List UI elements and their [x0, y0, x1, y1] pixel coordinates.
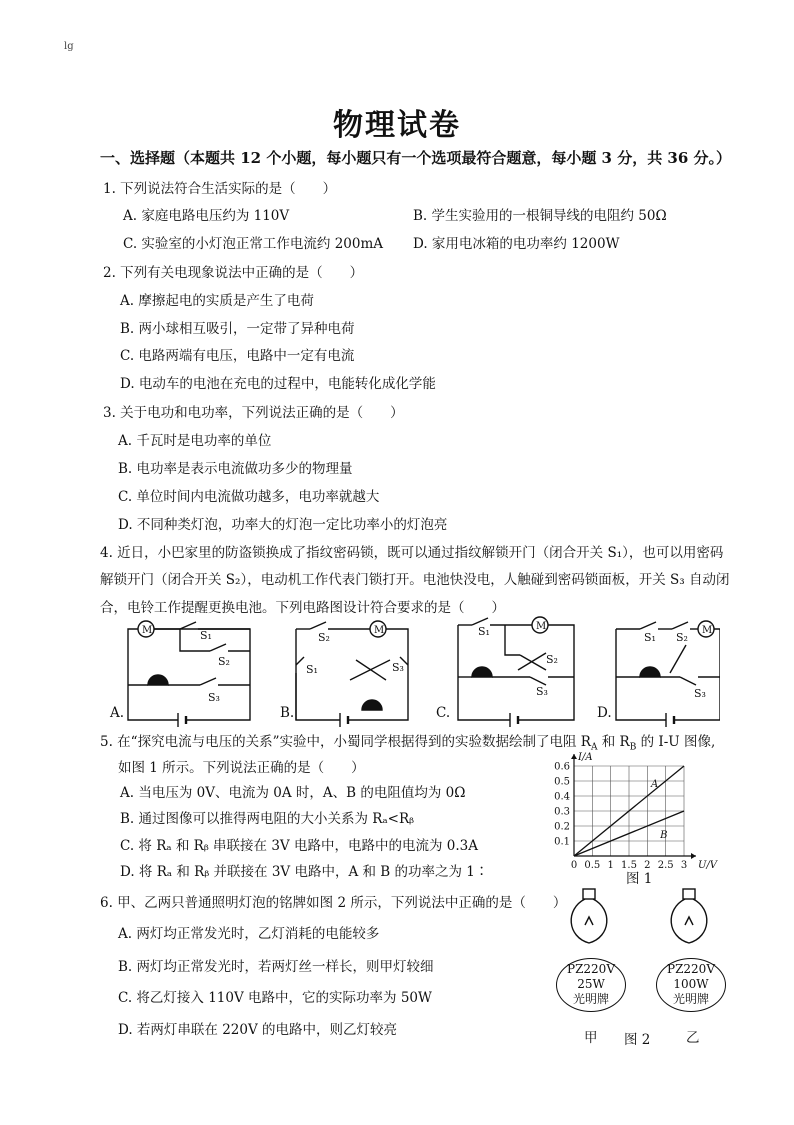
q1-stem: 1. 下列说法符合生活实际的是（ ）: [103, 181, 337, 197]
q5-line1-sub-b: B: [629, 742, 637, 753]
switch-label-a1: S₁: [200, 629, 212, 642]
q5-line1-sub-a: A: [590, 742, 598, 753]
section-heading: 一、选择题（本题共 12 个小题，每小题只有一个选项最符合题意，每小题 3 分，共 36 分。）: [100, 149, 732, 167]
bulb-illustrations: [555, 885, 735, 955]
nameplate-left-power: 25W: [577, 977, 605, 991]
x-tick-label: 3: [680, 860, 688, 871]
q2-option-d: D. 电动车的电池在充电的过程中，电能转化成化学能: [120, 376, 436, 392]
q6-option-b: B. 两灯均正常发光时，若两灯丝一样长，则甲灯较细: [118, 959, 434, 975]
q6-option-d: D. 若两灯串联在 220V 的电路中，则乙灯较亮: [118, 1022, 398, 1038]
nameplate-left-model: PZ220V: [567, 962, 615, 976]
q2-stem: 2. 下列有关电现象说法中正确的是（ ）: [103, 265, 364, 281]
bulb-icon-right: [671, 889, 707, 943]
circuit-d: [616, 621, 720, 727]
y-axis-arrow: [571, 754, 577, 759]
switch-label-c3: S₃: [536, 685, 548, 698]
switch-label-c1: S₁: [478, 625, 490, 638]
q3-option-a: A. 千瓦时是电功率的单位: [118, 433, 272, 449]
bulb-icon-left: [571, 889, 607, 943]
series-label-b: B: [660, 830, 668, 841]
q5-option-c: C. 将 Rₐ 和 Rᵦ 串联接在 3V 电路中，电路中的电流为 0.3A: [120, 838, 478, 854]
switch-label-a3: S₃: [208, 691, 220, 704]
q4-line1: 4. 近日，小巴家里的防盗锁换成了指纹密码锁，既可以通过指纹解锁开门（闭合开关 S₁），也可以用密码: [100, 545, 724, 561]
q5-line2: 如图 1 所示。下列说法正确的是（ ）: [118, 760, 365, 776]
q3-option-d: D. 不同种类灯泡，功率大的灯泡一定比功率小的灯泡亮: [118, 517, 448, 533]
x-tick-label: 2.5: [657, 860, 674, 871]
x-tick-label: 0: [570, 860, 578, 871]
nameplate-left: [556, 958, 626, 1012]
x-tick-label: 2: [644, 860, 651, 871]
switch-label-a2: S₂: [218, 655, 230, 668]
q6-stem: 6. 甲、乙两只普通照明灯泡的铭牌如图 2 所示，下列说法中正确的是（ ）: [100, 895, 567, 911]
x-axis-arrow: [691, 853, 696, 859]
q5-option-b: B. 通过图像可以推得两电阻的大小关系为 Rₐ<Rᵦ: [120, 811, 415, 827]
nameplate-right-brand: 光明牌: [672, 992, 709, 1006]
corner-mark: lg: [64, 41, 74, 52]
y-tick-label: 0.4: [554, 791, 570, 803]
q5-option-d: D. 将 Rₐ 和 Rᵦ 并联接在 3V 电路中，A 和 B 的功率之为 1∶: [120, 864, 489, 880]
q3-stem: 3. 关于电功和电功率，下列说法正确的是（ ）: [103, 405, 404, 421]
figure2-caption: 图 2: [624, 1032, 651, 1048]
circuit-c: [458, 617, 574, 727]
q5-line1-text-b: 和 R: [597, 734, 630, 750]
y-tick-label: 0.1: [554, 836, 570, 848]
y-axis-label: I/A: [578, 752, 593, 763]
series-label-a: A: [651, 779, 659, 790]
nameplate-right-power: 100W: [673, 977, 709, 991]
nameplate-right: [656, 958, 726, 1012]
q2-option-c: C. 电路两端有电压，电路中一定有电流: [120, 348, 355, 364]
q2-option-a: A. 摩擦起电的实质是产生了电荷: [120, 293, 314, 309]
switch-label-b1: S₁: [306, 663, 318, 676]
q1-option-a: A. 家庭电路电压约为 110V: [123, 208, 290, 224]
y-tick-label: 0.5: [554, 776, 570, 788]
bulb-left-name: 甲: [584, 1030, 598, 1046]
switch-label-d2: S₂: [676, 631, 688, 644]
q6-option-a: A. 两灯均正常发光时，乙灯消耗的电能较多: [118, 926, 380, 942]
q5-line1-text-a: 5. 在“探究电流与电压的关系”实验中，小蜀同学根据得到的实验数据绘制了电阻 R: [100, 734, 591, 750]
q5-option-a: A. 当电压为 0V、电流为 0A 时，A、B 的电阻值均为 0Ω: [120, 785, 466, 801]
y-tick-label: 0.3: [554, 806, 570, 818]
motor-label-d: M: [702, 625, 713, 636]
y-tick-label: 0.2: [554, 821, 570, 833]
motor-label-a: M: [142, 625, 153, 636]
motor-label-b: M: [374, 625, 385, 636]
circuit-label-d: D.: [597, 705, 612, 721]
q3-option-c: C. 单位时间内电流做功越多，电功率就越大: [118, 489, 380, 505]
y-tick-label: 0.6: [554, 761, 570, 773]
nameplate-left-brand: 光明牌: [572, 992, 609, 1006]
x-tick-label: 0.5: [584, 860, 601, 871]
x-axis-label: U/V: [698, 860, 718, 871]
q4-line3: 合，电铃工作提醒更换电池。下列电路图设计符合要求的是（ ）: [100, 600, 505, 616]
circuit-label-c: C.: [436, 705, 451, 721]
q3-option-b: B. 电功率是表示电流做功多少的物理量: [118, 461, 353, 477]
switch-label-b3: S₃: [392, 661, 404, 674]
q1-option-c: C. 实验室的小灯泡正常工作电流约 200mA: [123, 236, 384, 252]
bulb-right-name: 乙: [686, 1030, 700, 1046]
q1-option-d: D. 家用电冰箱的电功率约 1200W: [413, 236, 620, 252]
q6-option-c: C. 将乙灯接入 110V 电路中，它的实际功率为 50W: [118, 990, 432, 1006]
q1-option-b: B. 学生实验用的一根铜导线的电阻约 50Ω: [413, 208, 667, 224]
q2-option-b: B. 两小球相互吸引，一定带了异种电荷: [120, 321, 355, 337]
q5-line1-text-c: 的 I-U 图像,: [636, 734, 716, 750]
switch-label-d1: S₁: [644, 631, 656, 644]
q5-line1: [100, 730, 715, 753]
q4-line2: 解锁开门（闭合开关 S₂），电动机工作代表门锁打开。电池快没电，人触碰到密码锁面板，开关 S₃ 自动闭: [100, 572, 730, 588]
circuit-label-b: B.: [280, 705, 295, 721]
switch-label-c2: S₂: [546, 653, 558, 666]
circuit-label-a: A.: [110, 705, 125, 721]
iu-graph: [548, 752, 718, 880]
figure1-caption: 图 1: [626, 871, 653, 887]
x-tick-label: 1.5: [621, 860, 637, 871]
switch-label-b2: S₂: [318, 631, 330, 644]
page-title: 物理试卷: [333, 108, 461, 143]
switch-label-d3: S₃: [694, 687, 706, 700]
motor-label-c: M: [536, 621, 547, 632]
circuit-a: [128, 621, 250, 727]
circuit-diagrams: [100, 615, 720, 727]
x-tick-label: 1: [607, 860, 614, 871]
nameplate-right-model: PZ220V: [667, 962, 715, 976]
